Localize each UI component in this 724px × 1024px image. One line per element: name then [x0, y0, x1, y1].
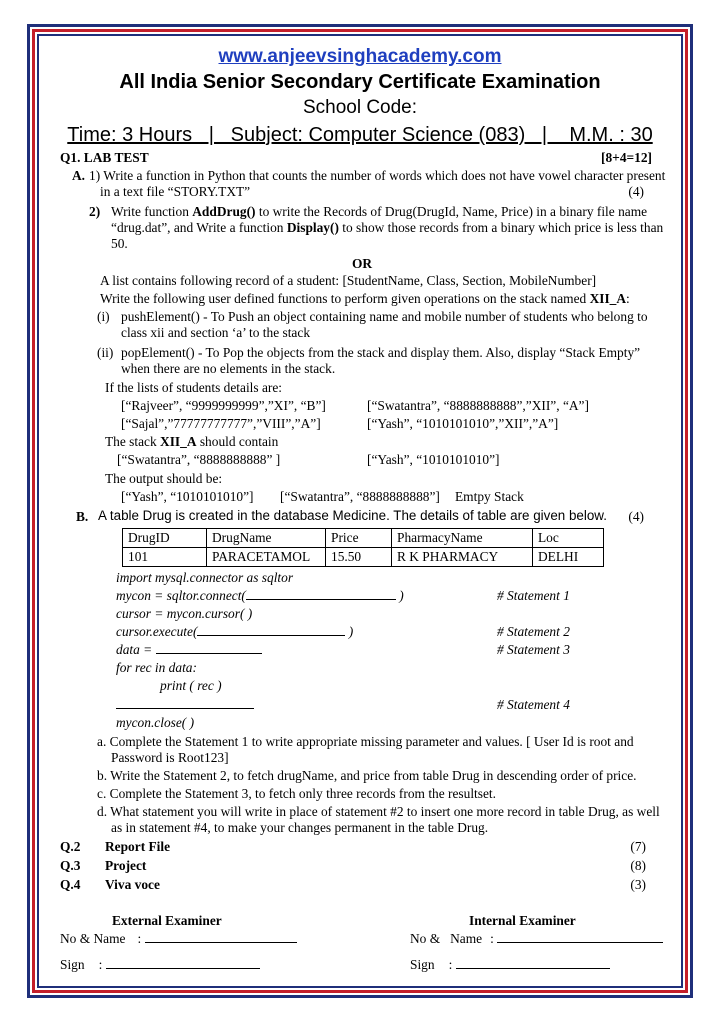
exam-meta-line: Time: 3 Hours | Subject: Computer Science (083) | M.M. : 30	[67, 124, 653, 146]
code-line-connect: mycon = sqltor.connect( )	[116, 588, 404, 603]
q3-title: Project	[105, 858, 147, 873]
drug-table	[122, 528, 604, 567]
statement-3-label: # Statement 3	[497, 642, 570, 657]
push-num: (i)	[97, 309, 110, 324]
stack-item-swatantra: [“Swatantra”, “8888888888” ]	[117, 452, 281, 467]
q1-b-marks: (4)	[628, 509, 644, 524]
code-line-for: for rec in data:	[116, 660, 197, 675]
q1-a1-marks: (4)	[628, 184, 644, 199]
subq-b: b. Write the Statement 2, to fetch drugName, and price from table Drug in descending order of price.	[97, 768, 637, 783]
q1-a1-line1: 1) Write a function in Python that counts the number of words which does not have vowel character present	[89, 168, 666, 183]
table-row	[123, 548, 604, 567]
q1-a2-num: 2)	[89, 204, 101, 219]
subq-d-line1: d. What statement you will write in place of statement #2 to insert one more record in table Drug, as well	[97, 804, 660, 819]
exam-title: All India Senior Secondary Certificate Examination	[119, 71, 601, 93]
record-sajal: [“Sajal”,”77777777777”,”VIII”,”A”]	[121, 416, 321, 431]
output-yash: [“Yash”, “1010101010”]	[121, 489, 254, 504]
stack-task: Write the following user defined functions to perform given operations on the stack named XII_A:	[100, 291, 630, 306]
q4-number: Q.4	[60, 877, 81, 892]
code-line-close: mycon.close( )	[116, 715, 195, 730]
code-line-data: data =	[116, 642, 262, 657]
pop-line2: when there are no elements in the stack.	[121, 361, 336, 376]
q1-b-label: B.	[76, 509, 89, 524]
stack-contain: The stack XII_A should contain	[105, 434, 279, 449]
subq-d-line2: as in statement #4, to make your changes permanent in the table Drug.	[111, 820, 489, 835]
record-swatantra: [“Swatantra”, “8888888888”,”XII”, “A”]	[367, 398, 589, 413]
statement-1-label: # Statement 1	[497, 588, 570, 603]
q1-a-label: A.	[72, 168, 86, 183]
internal-no-name: No & Name :	[410, 931, 663, 946]
table-cell: PARACETAMOL	[207, 548, 326, 567]
table-header-cell: Loc	[533, 529, 604, 548]
subq-c: c. Complete the Statement 3, to fetch only three records from the resultset.	[97, 786, 496, 801]
q1-a1-line2: in a text file “STORY.TXT”	[100, 184, 251, 199]
code-line-print: print ( rec )	[160, 678, 222, 693]
or-separator: OR	[351, 256, 373, 271]
website-link[interactable]: www.anjeevsinghacademy.com	[218, 46, 502, 67]
internal-examiner-title: Internal Examiner	[469, 913, 576, 928]
q4-marks: (3)	[630, 877, 646, 892]
table-header-cell: Price	[326, 529, 392, 548]
q1-b-intro: A table Drug is created in the database Medicine. The details of table are given below.	[98, 508, 607, 523]
q2-number: Q.2	[60, 839, 81, 854]
q1-marks: [8+4=12]	[601, 150, 652, 165]
statement-2-label: # Statement 2	[497, 624, 570, 639]
record-rajveer: [“Rajveer”, “9999999999”,”XI”, “B”]	[121, 398, 326, 413]
code-line-cursor: cursor = mycon.cursor( )	[116, 606, 253, 621]
push-line2: class xii and section ‘a’ to the stack	[121, 325, 311, 340]
table-cell: R K PHARMACY	[392, 548, 533, 567]
q4-title: Viva voce	[105, 877, 160, 892]
subq-a-line2: Password is Root123]	[111, 750, 229, 765]
external-no-name: No & Name :	[60, 931, 297, 946]
external-sign: Sign :	[60, 957, 260, 972]
pop-num: (ii)	[97, 345, 114, 360]
code-line-execute: cursor.execute( )	[116, 624, 354, 639]
table-header-row	[123, 529, 604, 548]
q3-marks: (8)	[630, 858, 646, 873]
internal-sign: Sign :	[410, 957, 610, 972]
statement-4-label: # Statement 4	[497, 697, 570, 712]
table-header-cell: DrugName	[207, 529, 326, 548]
subq-a-line1: a. Complete the Statement 1 to write appropriate missing parameter and values. [ User Id is root and	[97, 734, 634, 749]
stack-item-yash: [“Yash”, “1010101010”]	[367, 452, 500, 467]
pop-line1: popElement() - To Pop the objects from the stack and display them. Also, display “Stack Empty”	[121, 345, 641, 360]
if-lists: If the lists of students details are:	[105, 380, 283, 395]
code-line-import: import mysql.connector as sqltor	[116, 570, 294, 585]
q2-title: Report File	[105, 839, 171, 854]
external-examiner-title: External Examiner	[112, 913, 222, 928]
table-cell: 15.50	[326, 548, 392, 567]
output-swatantra: [“Swatantra”, “8888888888”]	[280, 489, 440, 504]
push-line1: pushElement() - To Push an object containing name and mobile number of students who belong to	[121, 309, 648, 324]
table-header-cell: DrugID	[123, 529, 207, 548]
q1-a2-line3: 50.	[111, 236, 128, 251]
record-yash: [“Yash”, “1010101010”,”XII”,”A”]	[367, 416, 559, 431]
q1-a2-line2: “drug.dat”, and Write a function Display() to show those records from a binary which price is less than	[111, 220, 664, 235]
q1-a2-line1: Write function AddDrug() to write the Records of Drug(DrugId, Name, Price) in a binary file name	[111, 204, 648, 219]
q1-title: Q1. LAB TEST	[60, 150, 149, 165]
table-cell: DELHI	[533, 548, 604, 567]
q3-number: Q.3	[60, 858, 81, 873]
output-label: The output should be:	[105, 471, 223, 486]
statement-4-blank	[116, 708, 254, 709]
table-header-cell: PharmacyName	[392, 529, 533, 548]
stack-intro: A list contains following record of a student: [StudentName, Class, Section, MobileNumber]	[100, 273, 597, 288]
table-cell: 101	[123, 548, 207, 567]
q2-marks: (7)	[630, 839, 646, 854]
school-code: School Code:	[302, 97, 418, 118]
output-empty: Emtpy Stack	[455, 489, 524, 504]
